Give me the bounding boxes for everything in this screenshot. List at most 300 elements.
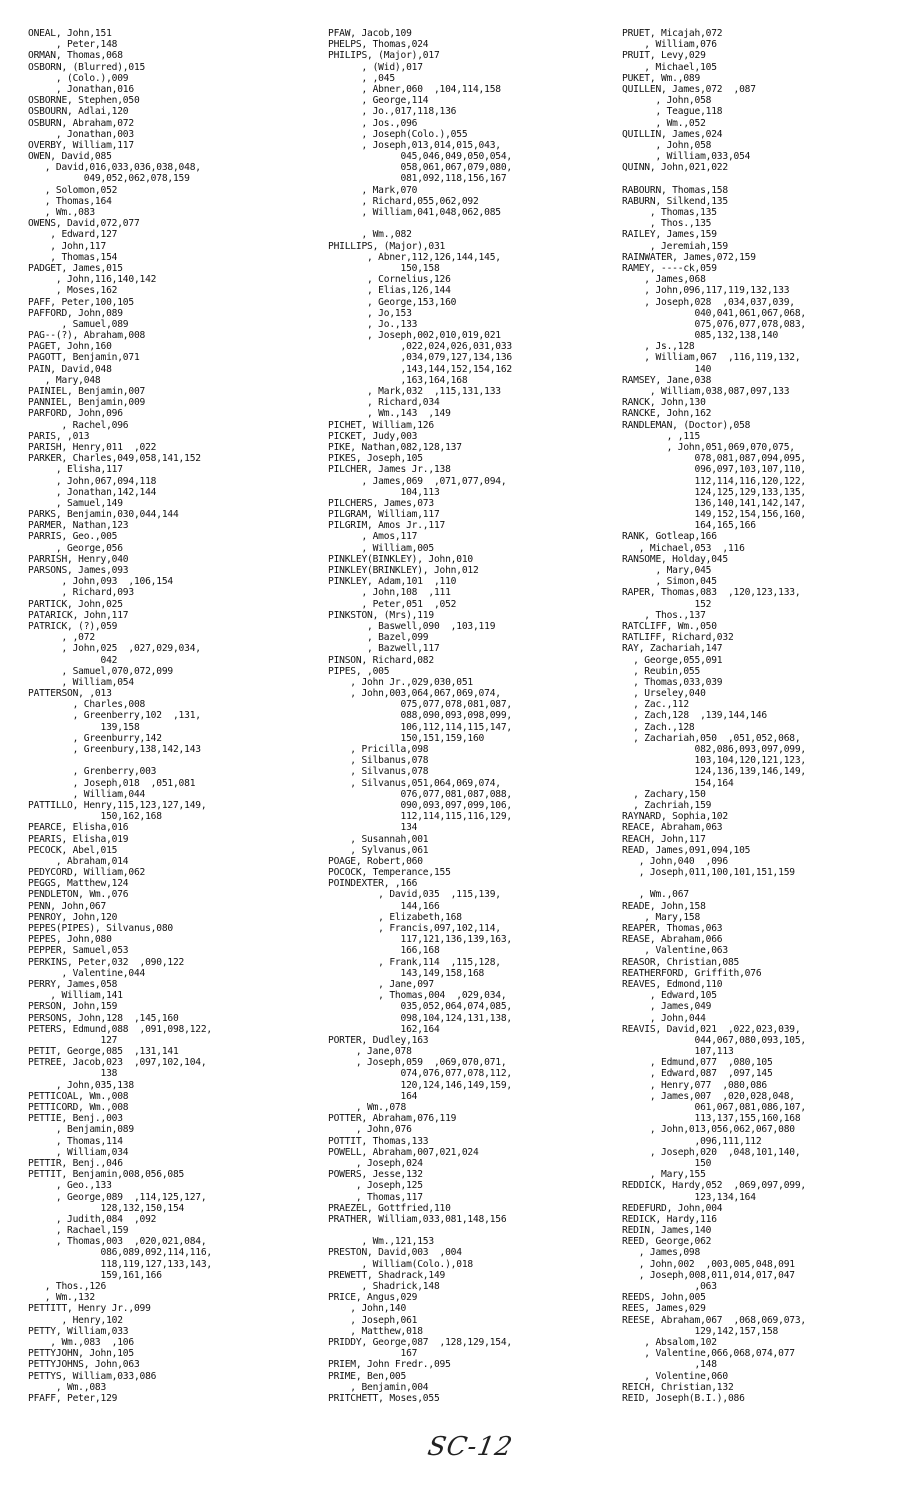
index-entry-line: 138 bbox=[28, 1068, 118, 1080]
index-entry-line: , William,141 bbox=[28, 990, 123, 1002]
index-entry-line: QUILLIN, James,024 bbox=[622, 128, 723, 140]
index-entry-line: OSBOURN, Adlai,120 bbox=[28, 106, 129, 118]
index-entry-line: REATHERFORD, Griffith,076 bbox=[622, 967, 762, 979]
index-entry-line: OVERBY, William,117 bbox=[28, 139, 134, 151]
index-entry-line: , John,067,094,118 bbox=[28, 475, 157, 487]
index-entry-line: PRUET, Micajah,072 bbox=[622, 28, 723, 39]
index-entry-line: , Jo.,133 bbox=[328, 318, 418, 330]
index-entry-line: POAGE, Robert,060 bbox=[328, 855, 423, 867]
index-entry-line: , Edward,127 bbox=[28, 229, 118, 241]
index-entry-line: RANCKE, John,162 bbox=[622, 408, 712, 420]
index-entry-line: , Frank,114 ,115,128, bbox=[328, 956, 501, 968]
index-entry-line: , William,067 ,116,119,132, bbox=[622, 352, 801, 364]
index-entry-line: 166,168 bbox=[328, 945, 440, 957]
index-entry-line: PERSONS, John,128 ,145,160 bbox=[28, 1012, 179, 1024]
index-entry-line: , James,068 bbox=[622, 274, 706, 286]
index-entry-line: 078,081,087,094,095, bbox=[622, 453, 807, 465]
index-entry-line: ,143,144,152,154,162 bbox=[328, 363, 513, 375]
index-entry-line: POTTIT, Thomas,133 bbox=[328, 1135, 429, 1147]
index-entry-line: 150,158 bbox=[328, 262, 440, 274]
index-entry-line bbox=[328, 218, 618, 229]
index-entry-line: , Valentine,063 bbox=[622, 945, 728, 957]
index-entry-line: REDDICK, Hardy,052 ,069,097,099, bbox=[622, 1180, 807, 1192]
index-entry-line: PERSON, John,159 bbox=[28, 1001, 118, 1013]
index-entry-line: , George,055,091 bbox=[622, 654, 723, 666]
index-entry-line: , Thomas,164 bbox=[28, 195, 112, 207]
index-entry-line: PAINIEL, Benjamin,007 bbox=[28, 386, 146, 397]
index-entry-line: RABURN, Silkend,135 bbox=[622, 195, 728, 207]
index-entry-line: REAVIS, David,021 ,022,023,039, bbox=[622, 1023, 801, 1035]
index-entry-line: , John,040 ,096 bbox=[622, 855, 728, 867]
index-entry-line: READ, James,091,094,105 bbox=[622, 844, 751, 856]
index-entry-line: PATTERSON, ,013 bbox=[28, 688, 112, 700]
index-entry-line: , Jonathan,142,144 bbox=[28, 486, 157, 498]
index-entry-line: PARTICK, John,025 bbox=[28, 598, 123, 610]
index-entry-line: ONEAL, John,151 bbox=[28, 28, 112, 39]
index-entry-line: , Jos.,096 bbox=[328, 117, 418, 129]
index-column-1 bbox=[28, 28, 318, 1404]
index-entry-line: , Joseph,013,014,015,043, bbox=[328, 139, 501, 151]
index-entry-line: , John,096,117,119,132,133 bbox=[622, 285, 790, 297]
index-entry-line: 112,114,115,116,129, bbox=[328, 811, 513, 823]
index-entry-line: OSBORNE, Stephen,050 bbox=[28, 95, 140, 107]
index-entry-line: 074,076,077,078,112, bbox=[328, 1068, 513, 1080]
index-entry-line: 106,112,114,115,147, bbox=[328, 721, 513, 733]
index-entry-line: , Samuel,149 bbox=[28, 497, 123, 509]
index-entry-line: , Zachary,150 bbox=[622, 788, 706, 800]
index-entry-line: PINKLEY(BRINKLEY), John,012 bbox=[328, 565, 479, 576]
index-entry-line: , George,056 bbox=[28, 542, 123, 554]
index-entry-line: OSBURN, Abraham,072 bbox=[28, 117, 134, 129]
index-entry-line: PATRICK, (?),059 bbox=[28, 620, 118, 632]
index-entry-line: , Baswell,090 ,103,119 bbox=[328, 620, 496, 632]
index-entry-line: , Amos,117 bbox=[328, 531, 418, 543]
index-entry-line: ,096,111,112 bbox=[622, 1135, 762, 1147]
index-entry-line: , James,069 ,071,077,094, bbox=[328, 475, 507, 487]
index-entry-line: , Thomas,004 ,029,034, bbox=[328, 990, 507, 1002]
index-entry-line: , Greenburry,142 bbox=[28, 732, 162, 744]
index-entry-line: PRIEM, John Fredr.,095 bbox=[328, 1359, 451, 1371]
index-entry-line: PARFORD, John,096 bbox=[28, 408, 123, 420]
index-entry-line: PADGET, James,015 bbox=[28, 262, 123, 274]
index-entry-line: , Thos.,137 bbox=[622, 609, 706, 621]
index-entry-line: 129,142,157,158 bbox=[622, 1325, 779, 1337]
index-entry-line: , Sylvanus,061 bbox=[328, 844, 429, 856]
index-entry-line: PILGRAM, William,117 bbox=[328, 509, 440, 521]
index-entry-line: , John,058 bbox=[622, 95, 712, 107]
index-entry-line: 164 bbox=[328, 1090, 418, 1102]
index-entry-line: , John,035,138 bbox=[28, 1079, 134, 1091]
index-entry-line: PHILIPS, (Major),017 bbox=[328, 50, 440, 62]
index-entry-line: 107,113 bbox=[622, 1046, 734, 1058]
index-entry-line: PANNIEL, Benjamin,009 bbox=[28, 397, 146, 409]
index-entry-line: , David,016,033,036,038,048, bbox=[28, 162, 201, 174]
index-entry-line: PINKSTON, (Mrs),119 bbox=[328, 609, 434, 621]
index-entry-line: , Michael,053 ,116 bbox=[622, 542, 745, 554]
index-entry-line: , Zachriah,159 bbox=[622, 799, 712, 811]
index-entry-line: 104,113 bbox=[328, 486, 440, 498]
index-entry-line: , John,108 ,111 bbox=[328, 587, 451, 599]
index-entry-line: , Zachariah,050 ,051,052,068, bbox=[622, 732, 801, 744]
index-entry-line: , Zac.,112 bbox=[622, 699, 689, 711]
index-entry-line: , Wm.,078 bbox=[328, 1102, 407, 1113]
index-entry-line: , Joseph,125 bbox=[328, 1180, 423, 1192]
index-entry-line: , Samuel,070,072,099 bbox=[28, 665, 173, 677]
index-entry-line: , William,034 bbox=[28, 1146, 129, 1158]
index-entry-line: , Matthew,018 bbox=[328, 1325, 423, 1337]
index-entry-line: , John,044 bbox=[622, 1012, 706, 1024]
index-entry-line: PRATHER, William,033,081,148,156 bbox=[328, 1213, 507, 1225]
index-entry-line: , Francis,097,102,114, bbox=[328, 923, 501, 934]
index-entry-line: , Wm.,052 bbox=[622, 117, 706, 129]
index-entry-line: REAPER, Thomas,063 bbox=[622, 923, 723, 934]
index-entry-line: PETTYS, William,033,086 bbox=[28, 1370, 157, 1382]
index-entry-line: POWELL, Abraham,007,021,024 bbox=[328, 1146, 479, 1158]
index-entry-line: PRICE, Angus,029 bbox=[328, 1292, 418, 1304]
index-entry-line: PENROY, John,120 bbox=[28, 911, 118, 923]
index-entry-line: 128,132,150,154 bbox=[28, 1202, 185, 1214]
index-entry-line: , Richard,034 bbox=[328, 397, 440, 409]
index-entry-line: 058,061,067,079,080, bbox=[328, 162, 513, 174]
index-entry-line: , Urseley,040 bbox=[622, 688, 706, 700]
index-entry-line: , James,049 bbox=[622, 1001, 712, 1013]
index-entry-line: 040,041,061,067,068, bbox=[622, 307, 807, 319]
index-entry-line: , William,076 bbox=[622, 39, 717, 51]
index-entry-line: , Mary,045 bbox=[622, 565, 712, 576]
index-entry-line: RAPER, Thomas,083 ,120,123,133, bbox=[622, 587, 801, 599]
index-entry-line: PICHET, William,126 bbox=[328, 419, 434, 431]
index-entry-line: PENN, John,067 bbox=[28, 900, 107, 912]
index-entry-line: , Charles,008 bbox=[28, 699, 146, 711]
index-entry-line: RAMEY, ----ck,059 bbox=[622, 262, 717, 274]
index-entry-line: PARRISH, Henry,040 bbox=[28, 553, 129, 565]
index-entry-line: , (Colo.),009 bbox=[28, 72, 129, 84]
index-entry-line: , Joseph,020 ,048,101,140, bbox=[622, 1146, 801, 1158]
index-entry-line: PFAW, Jacob,109 bbox=[328, 28, 412, 39]
index-entry-line: , Thomas,154 bbox=[28, 251, 118, 263]
index-entry-line: , Wm.,067 bbox=[622, 889, 689, 901]
index-entry-line: REACH, John,117 bbox=[622, 833, 706, 845]
index-entry-line: PETTICOAL, Wm.,008 bbox=[28, 1090, 129, 1102]
index-entry-line: 042 bbox=[28, 654, 118, 666]
index-entry-line: RANK, Gotleap,166 bbox=[622, 531, 717, 543]
index-entry-line: 124,125,129,133,135, bbox=[622, 486, 807, 498]
index-entry-line: PRUIT, Levy,029 bbox=[622, 50, 706, 62]
index-entry-line: PIPES, ,005 bbox=[328, 665, 390, 677]
index-entry-line: 098,104,124,131,138, bbox=[328, 1012, 513, 1024]
index-entry-line: OWEN, David,085 bbox=[28, 151, 112, 163]
index-entry-line: , Jonathan,003 bbox=[28, 128, 134, 140]
index-entry-line: 140 bbox=[622, 363, 712, 375]
index-entry-line: PARMER, Nathan,123 bbox=[28, 520, 129, 532]
index-entry-line: , John,116,140,142 bbox=[28, 274, 157, 286]
index-entry-line: , Mary,048 bbox=[28, 374, 101, 386]
index-entry-line: 124,136,139,146,149, bbox=[622, 766, 807, 778]
index-entry-line: PETERS, Edmund,088 ,091,098,122, bbox=[28, 1023, 213, 1035]
index-entry-line: , John Jr.,029,030,051 bbox=[328, 676, 473, 688]
index-entry-line: PARSONS, James,093 bbox=[28, 565, 129, 576]
index-entry-line: , Joseph,018 ,051,081 bbox=[28, 777, 196, 789]
index-entry-line: PETTIE, Benj.,003 bbox=[28, 1113, 123, 1125]
index-entry-line: , Jonathan,016 bbox=[28, 83, 134, 95]
index-entry-line: ,148 bbox=[622, 1359, 717, 1371]
index-entry-line: PINKLEY, Adam,101 ,110 bbox=[328, 576, 457, 588]
index-entry-line: PAGOTT, Benjamin,071 bbox=[28, 352, 140, 364]
index-entry-line: , Rachael,159 bbox=[28, 1225, 129, 1237]
index-entry-line: PIKE, Nathan,082,128,137 bbox=[328, 441, 462, 453]
index-entry-line: , Joseph,028 ,034,037,039, bbox=[622, 296, 795, 308]
index-entry-line: , Mark,070 bbox=[328, 184, 418, 196]
index-entry-line: PEGGS, Matthew,124 bbox=[28, 878, 129, 890]
index-entry-line: , Silvanus,051,064,069,074, bbox=[328, 777, 501, 789]
index-entry-line: , Rachel,096 bbox=[28, 419, 129, 431]
index-entry-line: , William,054 bbox=[28, 676, 134, 688]
index-entry-line: 117,121,136,139,163, bbox=[328, 934, 513, 946]
index-entry-line: , Mark,032 ,115,131,133 bbox=[328, 386, 501, 397]
index-entry-line: , Peter,051 ,052 bbox=[328, 598, 457, 610]
index-entry-line: , Henry,077 ,080,086 bbox=[622, 1079, 767, 1091]
index-entry-line: 085,132,138,140 bbox=[622, 330, 779, 342]
index-entry-line: 035,052,064,074,085, bbox=[328, 1001, 513, 1013]
index-entry-line bbox=[28, 755, 318, 766]
index-entry-line: PETIT, George,085 ,131,141 bbox=[28, 1046, 179, 1058]
index-entry-line: PREWETT, Shadrack,149 bbox=[328, 1269, 446, 1281]
index-entry-line: , Abner,112,126,144,145, bbox=[328, 251, 501, 263]
index-entry-line: , Valentine,066,068,074,077 bbox=[622, 1348, 795, 1360]
index-entry-line: , William,044 bbox=[28, 788, 146, 800]
index-entry-line: PAFF, Peter,100,105 bbox=[28, 296, 134, 308]
index-entry-line: PEDYCORD, William,062 bbox=[28, 867, 146, 879]
index-entry-line: , Jeremiah,159 bbox=[622, 240, 728, 252]
index-entry-line: PRESTON, David,003 ,004 bbox=[328, 1247, 462, 1259]
index-entry-line: , Richard,055,062,092 bbox=[328, 195, 479, 207]
index-entry-line bbox=[622, 173, 910, 184]
index-entry-line: , Jane,078 bbox=[328, 1046, 412, 1058]
index-entry-line: PETTY, William,033 bbox=[28, 1325, 129, 1337]
index-entry-line: RAINWATER, James,072,159 bbox=[622, 251, 756, 263]
index-entry-line: PARRIS, Geo.,005 bbox=[28, 531, 118, 543]
index-entry-line: 136,140,141,142,147, bbox=[622, 497, 807, 509]
index-entry-line: PRIME, Ben,005 bbox=[328, 1370, 407, 1382]
index-entry-line: , Wm.,132 bbox=[28, 1292, 95, 1304]
index-entry-line: REID, Joseph(B.I.),086 bbox=[622, 1392, 745, 1404]
index-entry-line: , Bazel,099 bbox=[328, 632, 429, 644]
index-entry-line: PILCHERS, James,073 bbox=[328, 497, 434, 509]
index-entry-line: RANSOME, Holday,045 bbox=[622, 553, 728, 565]
index-entry-line: , Joseph(Colo.),055 bbox=[328, 128, 468, 140]
handwritten-page-label: SC-12 bbox=[425, 1432, 516, 1462]
index-entry-line: REASE, Abraham,066 bbox=[622, 934, 723, 946]
index-entry-line: PETTYJOHN, John,105 bbox=[28, 1348, 134, 1360]
index-entry-line: , John,013,056,062,067,080 bbox=[622, 1124, 795, 1136]
index-entry-line: REESE, Abraham,067 ,068,069,073, bbox=[622, 1314, 807, 1326]
index-entry-line: , Joseph,024 bbox=[328, 1157, 423, 1169]
index-entry-line: PILCHER, James Jr.,138 bbox=[328, 464, 451, 476]
index-entry-line: ,063 bbox=[622, 1281, 717, 1292]
index-entry-line: , James,007 ,020,028,048, bbox=[622, 1090, 795, 1102]
index-entry-line: RAY, Zachariah,147 bbox=[622, 643, 723, 655]
index-entry-line: , Grenberry,003 bbox=[28, 766, 157, 778]
index-entry-line: 120,124,146,149,159, bbox=[328, 1079, 513, 1091]
index-entry-line: 150,151,159,160 bbox=[328, 732, 485, 744]
index-entry-line: REDIN, James,140 bbox=[622, 1225, 712, 1237]
index-entry-line: , Richard,093 bbox=[28, 587, 134, 599]
index-entry-line: , Solomon,052 bbox=[28, 184, 118, 196]
index-entry-line: PEARIS, Elisha,019 bbox=[28, 833, 129, 845]
index-entry-line: , John,002 ,003,005,048,091 bbox=[622, 1258, 795, 1270]
index-entry-line: PARIS, ,013 bbox=[28, 430, 90, 442]
index-entry-line: PHILLIPS, (Major),031 bbox=[328, 240, 446, 252]
index-entry-line: PETTIR, Benj.,046 bbox=[28, 1157, 123, 1169]
index-entry-line: PRITCHETT, Moses,055 bbox=[328, 1392, 440, 1404]
index-entry-line: , Greenberry,102 ,131, bbox=[28, 710, 201, 722]
index-entry-line: 081,092,118,156,167 bbox=[328, 173, 507, 185]
index-entry-line: , Zach.,128 bbox=[622, 721, 695, 733]
index-entry-line: PEARCE, Elisha,016 bbox=[28, 822, 129, 834]
index-entry-line: , John,140 bbox=[328, 1303, 407, 1315]
index-entry-line: , Silvanus,078 bbox=[328, 766, 429, 778]
index-entry-line: POWERS, Jesse,132 bbox=[328, 1169, 423, 1181]
index-entry-line: PATARICK, John,117 bbox=[28, 609, 129, 621]
index-entry-line: REEDS, John,005 bbox=[622, 1292, 706, 1304]
index-entry-line: QUINN, John,021,022 bbox=[622, 162, 728, 174]
index-entry-line: , Joseph,059 ,069,070,071, bbox=[328, 1057, 507, 1069]
index-entry-line: REED, George,062 bbox=[622, 1236, 712, 1248]
index-entry-line: , Thomas,135 bbox=[622, 207, 717, 218]
index-entry-line: , Benjamin,089 bbox=[28, 1124, 134, 1136]
index-entry-line: , Geo.,133 bbox=[28, 1180, 112, 1192]
index-entry-line: 075,076,077,078,083, bbox=[622, 318, 807, 330]
index-entry-line: , David,035 ,115,139, bbox=[328, 889, 501, 901]
index-entry-line: 113,137,155,160,168 bbox=[622, 1113, 801, 1125]
index-entry-line: , Michael,105 bbox=[622, 61, 717, 73]
index-entry-line: RABOURN, Thomas,158 bbox=[622, 184, 728, 196]
index-entry-line: , Volentine,060 bbox=[622, 1370, 728, 1382]
index-entry-line: PATTILLO, Henry,115,123,127,149, bbox=[28, 799, 207, 811]
index-entry-line: PORTER, Dudley,163 bbox=[328, 1034, 429, 1046]
index-entry-line: , Benjamin,004 bbox=[328, 1381, 429, 1393]
index-entry-line: PAGET, John,160 bbox=[28, 341, 112, 353]
index-entry-line: , Pricilla,098 bbox=[328, 744, 429, 755]
index-entry-line: , Valentine,044 bbox=[28, 967, 146, 979]
index-entry-line: QUILLEN, James,072 ,087 bbox=[622, 83, 756, 95]
index-entry-line: , Greenbury,138,142,143 bbox=[28, 744, 201, 755]
index-entry-line: 103,104,120,121,123, bbox=[622, 755, 807, 767]
index-entry-line: , Mary,158 bbox=[622, 911, 701, 923]
index-entry-line: POINDEXTER, ,166 bbox=[328, 878, 418, 890]
index-entry-line: , Judith,084 ,092 bbox=[28, 1213, 157, 1225]
index-entry-line: 082,086,093,097,099, bbox=[622, 744, 807, 755]
index-entry-line: , Edward,087 ,097,145 bbox=[622, 1068, 773, 1080]
index-entry-line: RANDLEMAN, (Doctor),058 bbox=[622, 419, 751, 431]
index-entry-line: , (Wid),017 bbox=[328, 61, 423, 73]
index-entry-line: RATCLIFF, Wm.,050 bbox=[622, 620, 717, 632]
index-entry-line: PILGRIM, Amos Jr.,117 bbox=[328, 520, 446, 532]
index-entry-line: , Edward,105 bbox=[622, 990, 717, 1002]
index-entry-line: PAG--(?), Abraham,008 bbox=[28, 330, 146, 342]
index-entry-line: , Susannah,001 bbox=[328, 833, 429, 845]
index-entry-line: , John,003,064,067,069,074, bbox=[328, 688, 501, 700]
index-entry-line: , John,076 bbox=[328, 1124, 412, 1136]
index-entry-line: PEPES(PIPES), Silvanus,080 bbox=[28, 923, 173, 934]
index-entry-line: , Thomas,033,039 bbox=[622, 676, 723, 688]
index-entry-line: 076,077,081,087,088, bbox=[328, 788, 513, 800]
index-entry-line: 143,149,158,168 bbox=[328, 967, 485, 979]
index-entry-line: PARISH, Henry,011 ,022 bbox=[28, 441, 157, 453]
index-entry-line: , Bazwell,117 bbox=[328, 643, 440, 655]
index-entry-line: 150,162,168 bbox=[28, 811, 162, 823]
index-entry-line: , Thomas,114 bbox=[28, 1135, 123, 1147]
index-entry-line: , Peter,148 bbox=[28, 39, 118, 51]
index-entry-line: PARKS, Benjamin,030,044,144 bbox=[28, 509, 179, 521]
index-entry-line: , Jo.,017,118,136 bbox=[328, 106, 457, 118]
index-column-3 bbox=[622, 28, 910, 1404]
index-entry-line: , Cornelius,126 bbox=[328, 274, 451, 286]
index-entry-line: , Wm.,121,153 bbox=[328, 1236, 434, 1248]
index-entry-line: 154,164 bbox=[622, 777, 734, 789]
index-entry-line: PETTYJOHNS, John,063 bbox=[28, 1359, 140, 1371]
index-entry-line: , ,072 bbox=[28, 632, 95, 644]
index-entry-line: PICKET, Judy,003 bbox=[328, 430, 418, 442]
index-entry-line: , Elisha,117 bbox=[28, 464, 123, 476]
index-entry-line: PETTICORD, Wm.,008 bbox=[28, 1102, 129, 1113]
index-entry-line: REASOR, Christian,085 bbox=[622, 956, 740, 968]
index-entry-line: PENDLETON, Wm.,076 bbox=[28, 889, 129, 901]
index-entry-line: OSBORN, (Blurred),015 bbox=[28, 61, 146, 73]
index-entry-line: PFAFF, Peter,129 bbox=[28, 1392, 118, 1404]
index-entry-line: , John,058 bbox=[622, 139, 712, 151]
index-entry-line: , Jane,097 bbox=[328, 978, 434, 990]
index-entry-line: , William,005 bbox=[328, 542, 434, 554]
index-entry-line: REDICK, Hardy,116 bbox=[622, 1213, 717, 1225]
index-entry-line: , Absalom,102 bbox=[622, 1336, 717, 1348]
index-entry-line: REAVES, Edmond,110 bbox=[622, 978, 723, 990]
index-entry-line: REES, James,029 bbox=[622, 1303, 706, 1315]
index-entry-line: PEPPER, Samuel,053 bbox=[28, 945, 129, 957]
index-entry-line: PIKES, Joseph,105 bbox=[328, 453, 423, 465]
index-entry-line: 152 bbox=[622, 598, 712, 610]
index-entry-line: RAYNARD, Sophia,102 bbox=[622, 811, 728, 823]
index-entry-line: 144,166 bbox=[328, 900, 440, 912]
index-entry-line bbox=[328, 1225, 618, 1236]
index-entry-line: 044,067,080,093,105, bbox=[622, 1034, 807, 1046]
index-entry-line: PERKINS, Peter,032 ,090,122 bbox=[28, 956, 185, 968]
index-entry-line: , Wm.,083 bbox=[28, 1381, 107, 1393]
index-entry-line: 127 bbox=[28, 1034, 118, 1046]
index-entry-line: , William(Colo.),018 bbox=[328, 1258, 473, 1270]
index-entry-line: , Jo,153 bbox=[328, 307, 412, 319]
index-entry-line: PEPES, John,080 bbox=[28, 934, 112, 946]
index-entry-line: PRAEZEL, Gottfried,110 bbox=[328, 1202, 451, 1214]
index-entry-line: 112,114,116,120,122, bbox=[622, 475, 807, 487]
index-entry-line: PETTITT, Henry Jr.,099 bbox=[28, 1303, 151, 1315]
index-entry-line: , George,114 bbox=[328, 95, 429, 107]
index-entry-line: RAMSEY, Jane,038 bbox=[622, 374, 712, 386]
index-entry-line: 075,077,078,081,087, bbox=[328, 699, 513, 711]
index-entry-line: 096,097,103,107,110, bbox=[622, 464, 807, 476]
index-entry-line: PHELPS, Thomas,024 bbox=[328, 39, 429, 51]
index-entry-line: , Wm.,082 bbox=[328, 229, 412, 241]
index-entry-line: OWENS, David,072,077 bbox=[28, 218, 140, 230]
index-entry-line: , John,051,069,070,075, bbox=[622, 441, 795, 453]
index-entry-line: PUKET, Wm.,089 bbox=[622, 72, 701, 84]
index-entry-line: PARKER, Charles,049,058,141,152 bbox=[28, 453, 201, 465]
index-entry-line: 164,165,166 bbox=[622, 520, 756, 532]
index-entry-line: RATLIFF, Richard,032 bbox=[622, 632, 734, 644]
index-entry-line: , Elizabeth,168 bbox=[328, 911, 462, 923]
index-entry-line: , Abraham,014 bbox=[28, 855, 129, 867]
index-entry-line: , Edmund,077 ,080,105 bbox=[622, 1057, 773, 1069]
